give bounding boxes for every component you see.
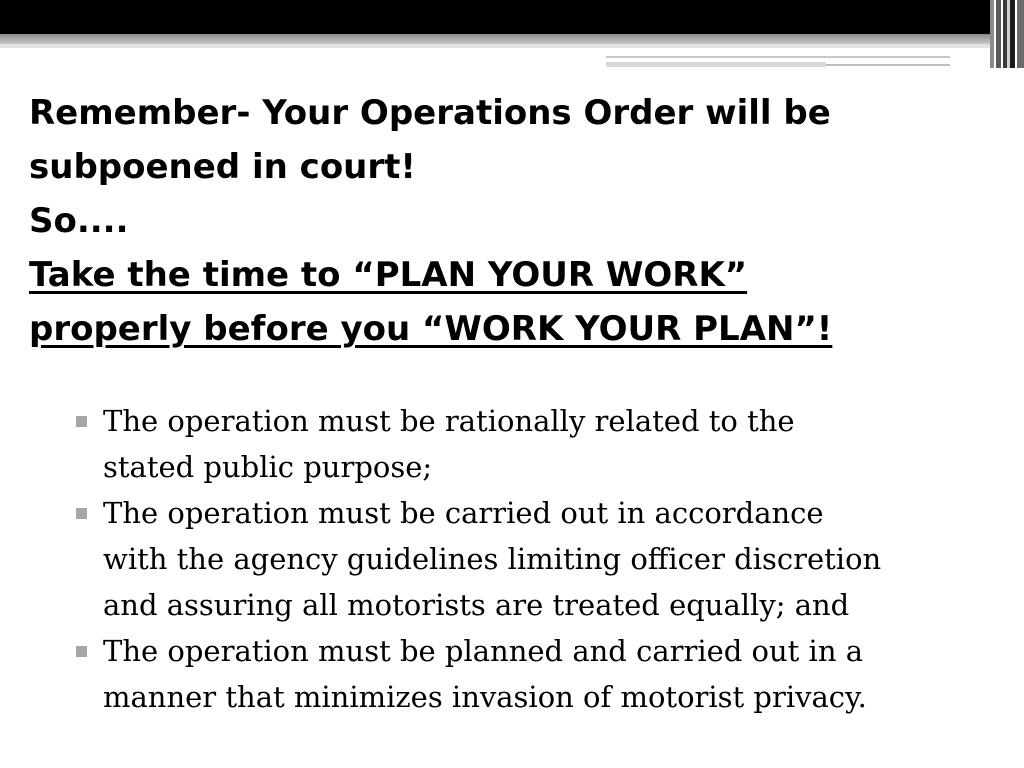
- bullet-line: The operation must be carried out in accordance: [103, 496, 824, 530]
- title-line: subpoened in court!: [29, 147, 416, 187]
- list-item: [103, 398, 983, 490]
- header-accent-line: [606, 62, 826, 67]
- title-emphasis-line: properly before you “WORK YOUR PLAN”!: [29, 309, 833, 349]
- bullet-line: The operation must be rationally related to the: [103, 404, 795, 438]
- header-band: [0, 0, 1024, 34]
- square-bullet-icon: [76, 508, 87, 519]
- list-item: [103, 490, 983, 628]
- title-emphasis-line: Take the time to “PLAN YOUR WORK”: [29, 255, 748, 295]
- header-band-light: [0, 44, 990, 48]
- header-accent-line: [606, 56, 950, 58]
- slide-title: [29, 86, 989, 356]
- square-bullet-icon: [76, 646, 87, 657]
- header-band-grey: [0, 34, 1000, 44]
- title-line: Remember- Your Operations Order will be: [29, 93, 831, 133]
- bullet-list: [103, 398, 983, 720]
- bullet-line: with the agency guidelines limiting officer discretion: [103, 542, 882, 576]
- bullet-line: The operation must be planned and carried out in a: [103, 634, 864, 668]
- bullet-line: and assuring all motorists are treated equally; and: [103, 588, 850, 622]
- bullet-line: manner that minimizes invasion of motorist privacy.: [103, 680, 867, 714]
- title-line: So....: [29, 201, 129, 241]
- corner-stripes: [990, 0, 1024, 68]
- square-bullet-icon: [76, 416, 87, 427]
- bullet-line: stated public purpose;: [103, 450, 433, 484]
- list-item: [103, 628, 983, 720]
- header-accent-line: [826, 64, 950, 66]
